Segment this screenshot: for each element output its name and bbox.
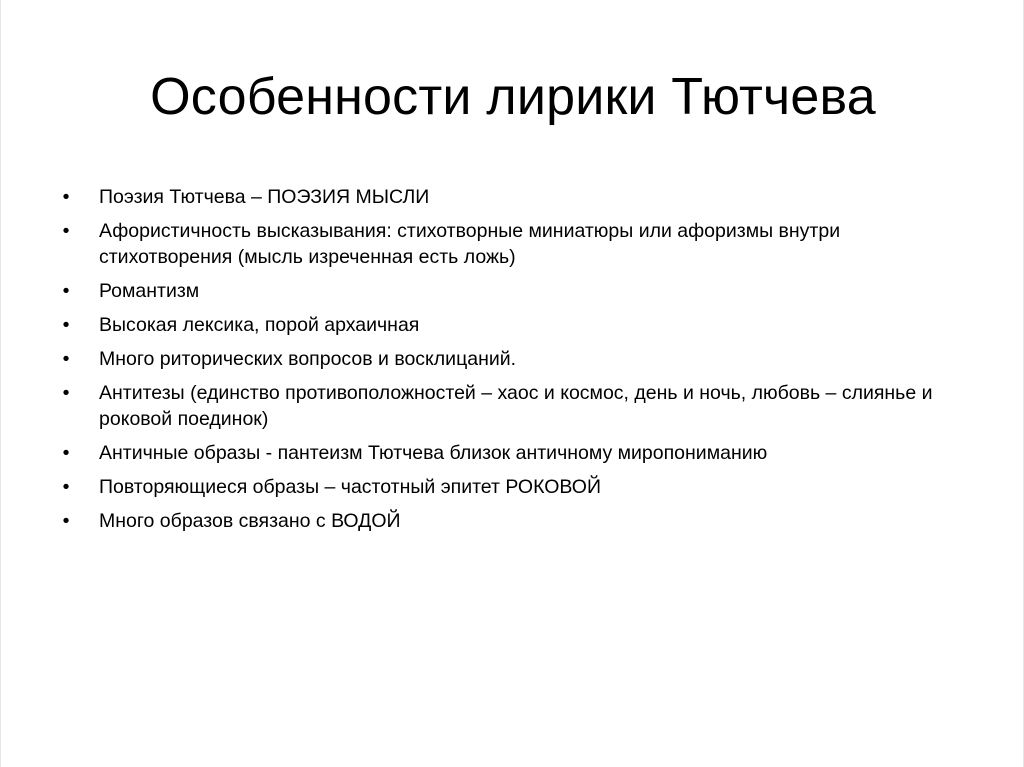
bullet-text: Античные образы - пантеизм Тютчева близок античному миропониманию bbox=[99, 442, 768, 464]
bullet-text: Афористичность высказывания: стихотворные миниатюры или афоризмы внутри стихотворения (мысль изреченная есть ложь) bbox=[99, 220, 841, 268]
slide-title: Особенности лирики Тютчева bbox=[150, 68, 876, 126]
bullet-text: Высокая лексика, порой архаичная bbox=[99, 314, 420, 336]
bullet-text: Антитезы (единство противоположностей – хаос и космос, день и ночь, любовь – слиянье и роковой поединок) bbox=[99, 382, 933, 430]
bullet-item bbox=[59, 184, 939, 210]
bullet-marker: • bbox=[62, 442, 70, 464]
bullet-item bbox=[59, 440, 939, 466]
bullet-marker: • bbox=[62, 220, 70, 242]
bullet-item bbox=[59, 218, 939, 270]
bullet-item bbox=[59, 278, 939, 304]
bullet-marker: • bbox=[62, 348, 70, 370]
bullet-marker: • bbox=[62, 476, 70, 498]
bullet-text: Поэзия Тютчева – ПОЭЗИЯ МЫСЛИ bbox=[99, 186, 430, 208]
bullet-marker: • bbox=[62, 314, 70, 336]
bullet-item bbox=[59, 508, 939, 534]
bullet-marker: • bbox=[62, 280, 70, 302]
bullet-text: Повторяющиеся образы – частотный эпитет РОКОВОЙ bbox=[99, 476, 601, 498]
bullet-text: Романтизм bbox=[99, 280, 200, 302]
bullet-item bbox=[59, 474, 939, 500]
bullet-text: Много образов связано с ВОДОЙ bbox=[99, 510, 401, 532]
bullet-text: Много риторических вопросов и восклицаний. bbox=[99, 348, 517, 370]
bullet-list bbox=[59, 184, 939, 542]
bullet-marker: • bbox=[62, 510, 70, 532]
bullet-marker: • bbox=[62, 382, 70, 404]
bullet-item bbox=[59, 380, 939, 432]
bullet-item bbox=[59, 346, 939, 372]
bullet-marker: • bbox=[62, 186, 70, 208]
bullet-item bbox=[59, 312, 939, 338]
